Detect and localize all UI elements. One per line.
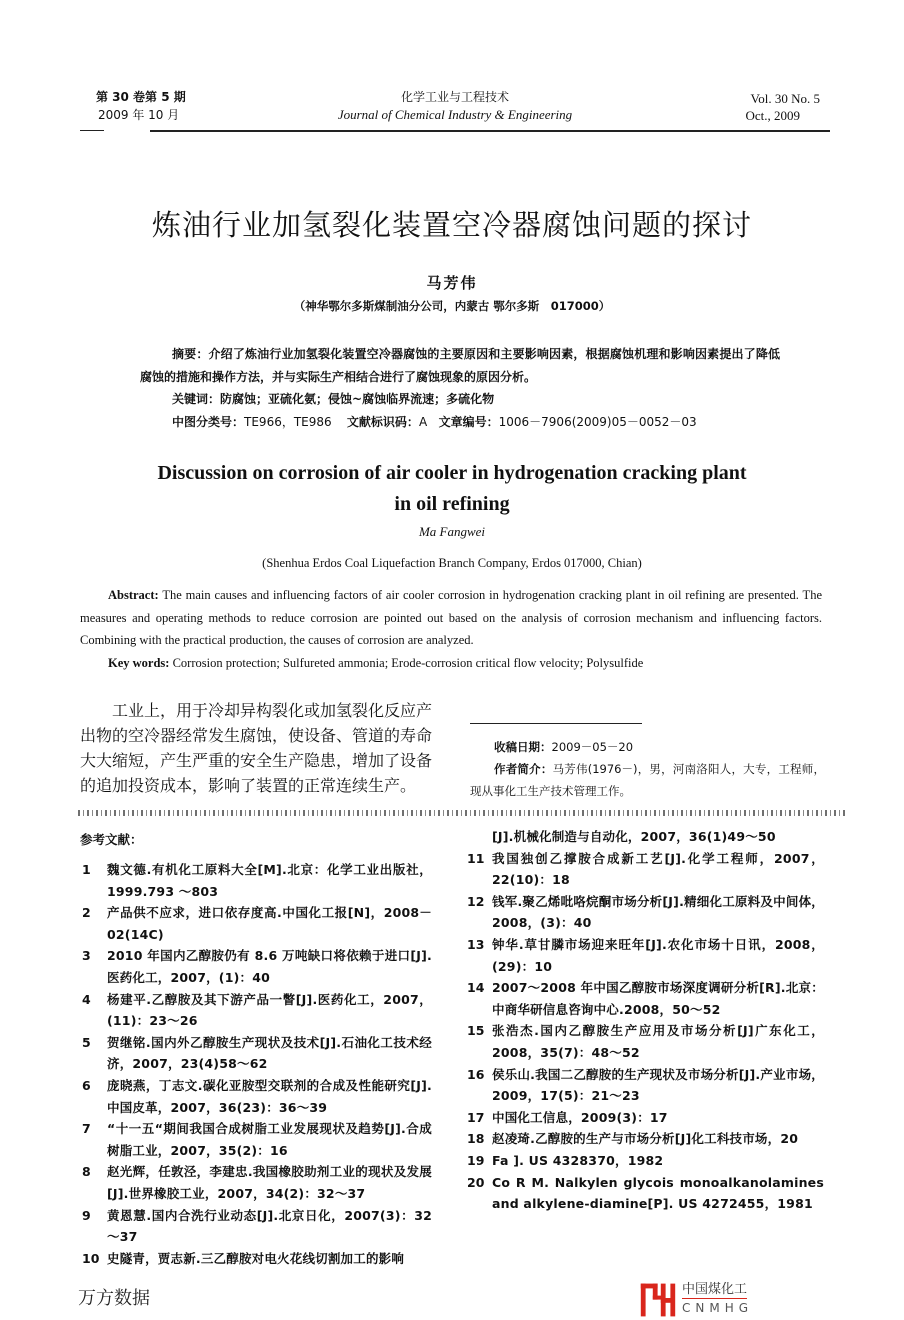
doc-code-label: 文献标识码：	[346, 414, 419, 429]
reference-number: 15	[467, 1023, 485, 1039]
issue-volume-cn: 第 30 卷第 5 期	[96, 90, 186, 104]
references-left-column	[82, 859, 432, 1269]
reference-number: 4	[82, 991, 91, 1007]
reference-continuation: [J].机械化制造与自动化，2007，36(1)49～50	[492, 829, 776, 844]
abstract-cn-block	[140, 343, 780, 433]
reference-item	[82, 1118, 432, 1161]
abstract-cn-label: 摘要：	[172, 347, 209, 361]
keywords-cn-label: 关键词：	[172, 392, 221, 406]
article-no-label: 文章编号：	[438, 414, 499, 429]
reference-number: 9	[82, 1207, 91, 1223]
reference-number: 10	[82, 1250, 100, 1266]
body-paragraph: 工业上，用于冷却异构裂化或加氢裂化反应产出物的空冷器经常发生腐蚀，使设备、管道的寿命大大缩短，产生严重的安全生产隐患，增加了设备的追加投资成本，影响了装置的正常连续生产。	[80, 701, 433, 795]
reference-text: Fa ]. US 4328370，1982	[492, 1152, 664, 1168]
reference-number: 2	[82, 905, 91, 921]
reference-number: 12	[467, 893, 485, 909]
received-label: 收稿日期：	[494, 740, 552, 754]
bio-label: 作者简介：	[494, 762, 553, 776]
reference-text: 钱军.聚乙烯吡咯烷酮市场分析[J].精细化工原料及中间体，2008，(3)：40	[492, 893, 824, 931]
reference-item	[467, 848, 824, 891]
reference-item	[82, 1075, 432, 1118]
reference-text: Co R M. Nalkylen glycois monoalkanolamines and alkylene-diamine[P]. US 4272455，1981	[492, 1174, 824, 1212]
decorative-divider	[78, 810, 848, 816]
keywords-cn	[140, 388, 780, 411]
reference-text: 黄恩慧.国内合洗行业动态[J].北京日化，2007(3)：32～37	[107, 1207, 432, 1245]
title-en-line2: in oil refining	[394, 493, 510, 515]
reference-text: 产品供不应求，进口依存度高.中国化工报[N]，2008－02(14C)	[107, 905, 432, 942]
reference-item	[467, 1172, 824, 1215]
reference-text: 钟华.草甘膦市场迎来旺年[J].农化市场十日讯，2008，(29)：10	[492, 936, 824, 974]
reference-text: 赵凌琦.乙醇胺的生产与市场分析[J]化工科技市场，20	[492, 1131, 799, 1147]
watermark-cn: 中国煤化工	[682, 1282, 748, 1297]
reference-text: 我国独创乙撑胺合成新工艺[J].化学工程师，2007，22(10)：18	[492, 850, 824, 888]
reference-number: 6	[82, 1077, 91, 1093]
abstract-cn-text: 介绍了炼油行业加氢裂化装置空冷器腐蚀的主要原因和主要影响因素，根据腐蚀机理和影响因素提出了降低腐蚀的措施和操作方法，并与实际生产相结合进行了腐蚀现象的原因分析。	[140, 347, 780, 384]
abstract-en	[80, 584, 822, 652]
reference-text: 史隧青，贾志新.三乙醇胺对电火花线切割加工的影响	[107, 1250, 405, 1266]
footnote-rule	[470, 723, 642, 724]
author-cn: 马芳伟	[426, 274, 478, 292]
reference-item	[467, 977, 824, 1020]
reference-text: 贺继铭.国内外乙醇胺生产现状及技术[J].石油化工技术经济，2007，23(4)58～62	[107, 1034, 432, 1072]
reference-number: 16	[467, 1066, 485, 1082]
issue-date-cn: 2009 年 10 月	[98, 108, 180, 122]
references-right-column	[467, 826, 824, 1215]
keywords-en	[80, 652, 822, 675]
references-title: 参考文献：	[80, 832, 143, 847]
doc-code-value: A	[418, 414, 428, 429]
reference-item	[467, 934, 824, 977]
source-footer: 万方数据	[78, 1288, 150, 1309]
affiliation-cn: （神华鄂尔多斯煤制油分公司，内蒙古 鄂尔多斯 017000）	[293, 299, 611, 313]
reference-text: 侯乐山.我国二乙醇胺的生产现状及市场分析[J].产业市场，2009，17(5)：21～23	[492, 1066, 824, 1104]
author-en: Ma Fangwei	[418, 524, 486, 539]
reference-text: 魏文德.有机化工原料大全[M].北京：化学工业出版社，1999.793 ～803	[107, 862, 432, 899]
reference-number: 13	[467, 936, 485, 952]
title-en-line1: Discussion on corrosion of air cooler in hydrogenation cracking plant	[157, 462, 747, 484]
abstract-en-label: Abstract:	[108, 588, 159, 602]
reference-number: 5	[82, 1034, 91, 1050]
received-date: 2009－05－20	[551, 740, 634, 754]
clc-label: 中图分类号：	[172, 414, 245, 429]
mh-logo-icon	[640, 1282, 676, 1318]
reference-text: 庞晓燕，丁志文.碳化亚胺型交联剂的合成及性能研究[J].中国皮革，2007，36(23)：36～39	[107, 1077, 432, 1115]
reference-text: 中国化工信息，2009(3)：17	[492, 1109, 668, 1125]
reference-item	[82, 1032, 432, 1075]
abstract-en-text: The main causes and influencing factors of air cooler corrosion in hydrogenation cracking plant in oil refining are presented. The measures and operating methods to reduce corrosion are pointed out based on the analysis of corrosion mechanism and influencing factors. Combining with the practical production, the causes of corrosion are analyzed.	[80, 588, 822, 647]
reference-number: 19	[467, 1152, 485, 1168]
journal-name-en: Journal of Chemical Industry & Engineering	[337, 107, 573, 122]
watermark-en: CNMHG	[682, 1301, 754, 1315]
reference-item	[82, 989, 432, 1032]
reference-text: 张浩杰.国内乙醇胺生产应用及市场分析[J]广东化工，2008，35(7)：48～52	[492, 1023, 824, 1060]
abstract-en-block	[80, 584, 822, 674]
keywords-en-label: Key words:	[108, 655, 170, 670]
footnote	[470, 736, 825, 802]
article-no-value: 1006－7906(2009)05－0052－03	[498, 414, 697, 429]
reference-item	[467, 1128, 824, 1150]
reference-item	[82, 945, 432, 988]
header-rule	[150, 130, 830, 132]
clc-value: TE966，TE986	[244, 414, 332, 429]
reference-text: “十一五“期间我国合成树脂工业发展现状及趋势[J].合成树脂工业，2007，35(2)：16	[107, 1121, 432, 1158]
journal-name-cn: 化学工业与工程技术	[400, 90, 509, 104]
classification-line	[140, 411, 780, 434]
reference-item	[467, 1020, 824, 1063]
reference-number: 7	[82, 1121, 91, 1137]
reference-item	[467, 1107, 824, 1129]
reference-item	[82, 1248, 432, 1270]
reference-text: 2010 年国内乙醇胺仍有 8.6 万吨缺口将依赖于进口[J].医药化工，2007，(1)：40	[107, 948, 432, 985]
reference-item	[82, 859, 432, 902]
reference-number: 18	[467, 1131, 485, 1147]
title-en	[0, 458, 904, 520]
abstract-cn	[140, 343, 780, 388]
reference-item	[82, 1205, 432, 1248]
reference-text: 2007～2008 年中国乙醇胺市场深度调研分析[R].北京：中商华研信息咨询中心.2008，50～52	[492, 980, 824, 1017]
reference-number: 20	[467, 1174, 485, 1190]
reference-text: 赵光辉，任敦泾，李建忠.我国橡胶助剂工业的现状及发展[J].世界橡胶工业，2007，34(2)：32～37	[107, 1164, 432, 1201]
reference-number: 8	[82, 1164, 91, 1180]
watermark-logo	[640, 1282, 840, 1318]
reference-number: 11	[467, 850, 485, 866]
reference-number: 3	[82, 948, 91, 964]
keywords-en-text: Corrosion protection; Sulfureted ammonia; Erode-corrosion critical flow velocity; Polysulfide	[169, 655, 644, 670]
reference-item	[82, 1161, 432, 1204]
reference-number: 1	[82, 862, 91, 877]
reference-number: 17	[467, 1109, 485, 1125]
reference-item	[467, 1064, 824, 1107]
issue-date-en: Oct., 2009	[745, 108, 800, 123]
issue-volume-en: Vol. 30 No. 5	[750, 91, 820, 106]
author-bio: 马芳伟(1976－)，男，河南洛阳人，大专，工程师，现从事化工生产技术管理工作。	[470, 762, 825, 798]
reference-number: 14	[467, 980, 485, 996]
title-cn: 炼油行业加氢裂化装置空冷器腐蚀问题的探讨	[151, 208, 752, 242]
affiliation-en: (Shenhua Erdos Coal Liquefaction Branch Company, Erdos 017000, Chian)	[262, 556, 642, 570]
keywords-cn-text: 防腐蚀；亚硫化氨；侵蚀~腐蚀临界流速；多硫化物	[220, 392, 495, 406]
reference-text: 杨建平.乙醇胺及其下游产品一瞥[J].医药化工，2007，(11)：23～26	[107, 991, 432, 1029]
header-rule-short	[80, 130, 104, 131]
reference-item	[467, 1150, 824, 1172]
reference-item	[82, 902, 432, 945]
reference-item	[467, 891, 824, 934]
